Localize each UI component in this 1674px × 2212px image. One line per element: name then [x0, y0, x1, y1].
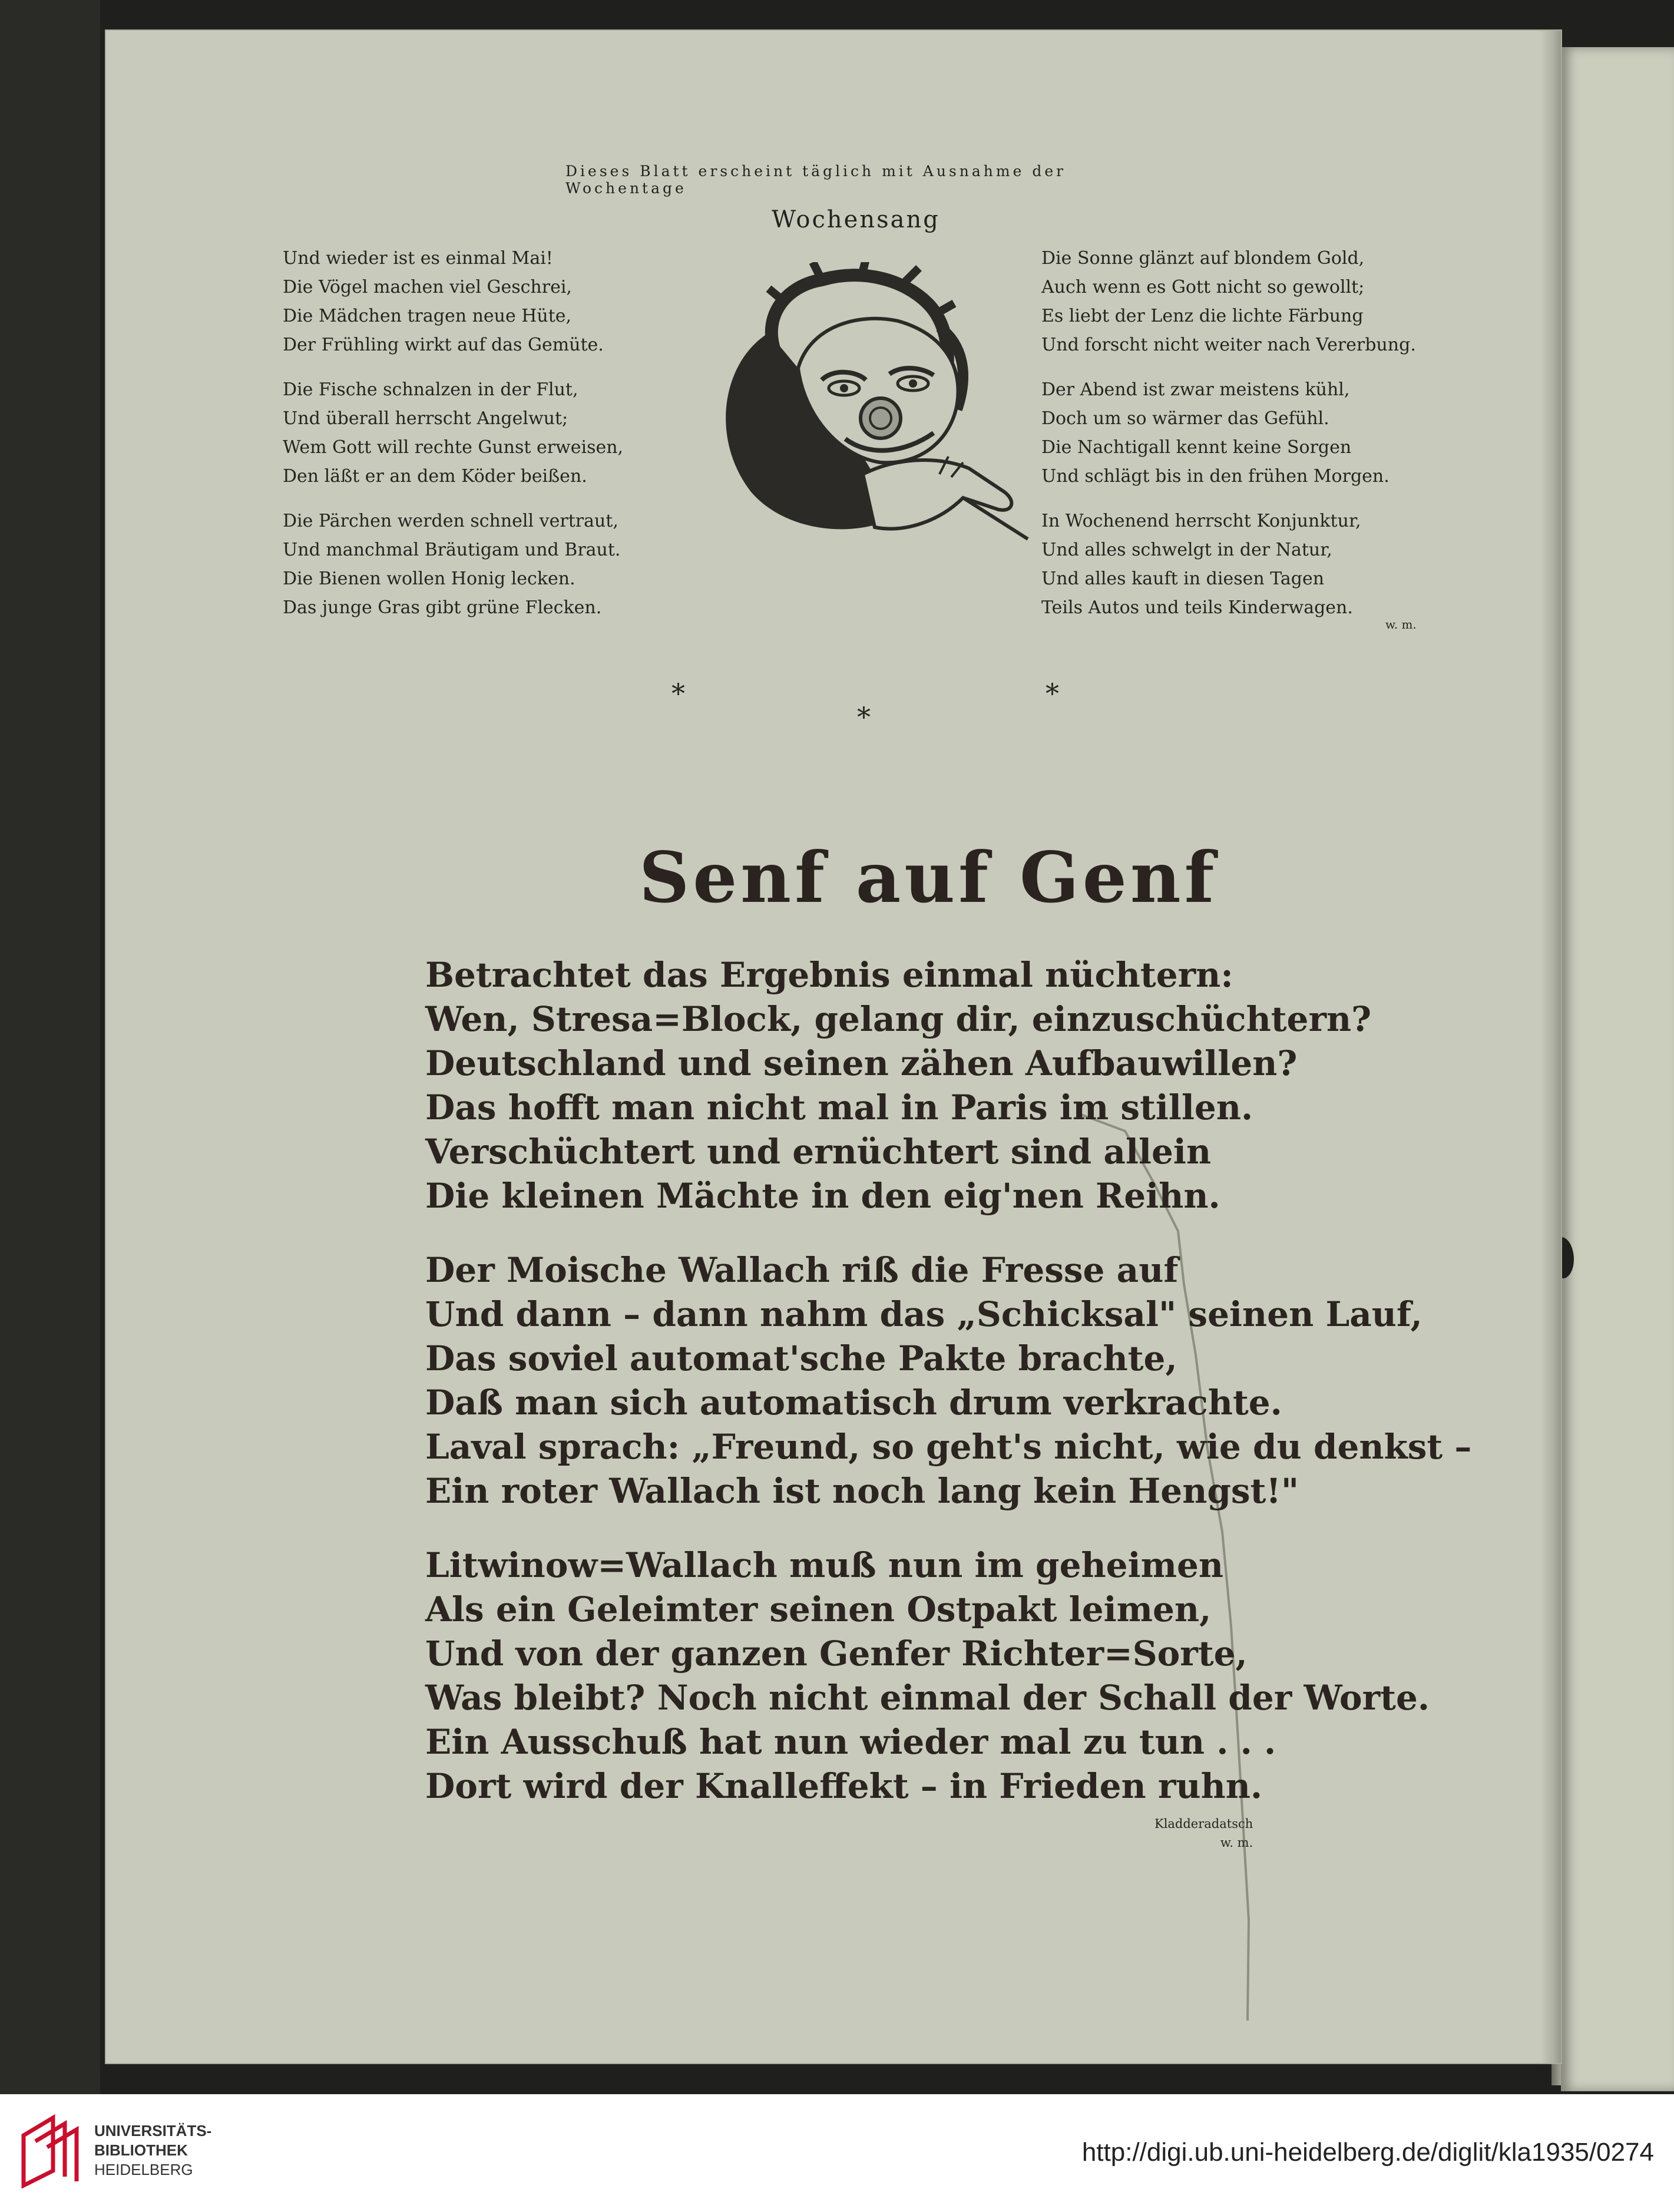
- verse-line: Daß man sich automatisch drum verkrachte.: [425, 1383, 1282, 1423]
- stanza: [425, 953, 1471, 1218]
- verse-line: Als ein Geleimter seinen Ostpakt leimen,: [425, 1589, 1212, 1629]
- verse-line: Die Nachtigall kennt keine Sorgen: [1041, 437, 1352, 458]
- verse-line: Und forscht nicht weiter nach Vererbung.: [1041, 335, 1416, 355]
- verse-line: Und wieder ist es einmal Mai!: [283, 248, 553, 269]
- verse-line: In Wochenend herrscht Konjunktur,: [1041, 511, 1361, 531]
- verse-line: Die kleinen Mächte in den eig'nen Reihn.: [425, 1176, 1220, 1216]
- verse-line: Die Pärchen werden schnell vertraut,: [283, 511, 618, 531]
- main-poem-attribution: [1154, 1814, 1253, 1852]
- small-poem-right-column: [1041, 244, 1416, 638]
- verse-line: Das hofft man nicht mal in Paris im stillen.: [425, 1087, 1253, 1128]
- library-name-line: HEIDELBERG: [94, 2161, 193, 2178]
- source-credit: Kladderadatsch: [1154, 1817, 1253, 1831]
- library-name-line: BIBLIOTHEK: [94, 2141, 188, 2159]
- small-poem-title: Wochensang: [772, 206, 940, 233]
- verse-line: Und von der ganzen Genfer Richter=Sorte,: [425, 1634, 1248, 1674]
- separator-star: *: [1046, 677, 1059, 709]
- verse-line: Ein Ausschuß hat nun wieder mal zu tun . . .: [425, 1722, 1276, 1762]
- verse-line: Den läßt er an dem Köder beißen.: [283, 466, 587, 487]
- verse-line: Und überall herrscht Angelwut;: [283, 408, 568, 429]
- verse-line: Die Bienen wollen Honig lecken.: [283, 568, 575, 589]
- verse-line: Litwinow=Wallach muß nun im geheimen: [425, 1545, 1224, 1585]
- stanza: [283, 507, 623, 622]
- verse-line: Es liebt der Lenz die lichte Färbung: [1041, 306, 1364, 326]
- verse-line: Wem Gott will rechte Gunst erweisen,: [283, 437, 624, 458]
- stanza: [1041, 244, 1416, 359]
- verse-line: Der Moische Wallach riß die Fresse auf: [425, 1250, 1179, 1290]
- small-poem-left-column: [283, 244, 623, 638]
- stanza: [283, 375, 623, 491]
- library-footer: [0, 2094, 1674, 2212]
- verse-line: Und dann – dann nahm das „Schicksal" seinen Lauf,: [425, 1294, 1422, 1334]
- stanza: [425, 1543, 1471, 1808]
- verse-line: Was bleibt? Noch nicht einmal der Schall der Worte.: [425, 1678, 1430, 1718]
- library-name-line: UNIVERSITÄTS-: [94, 2122, 212, 2140]
- verse-line: Der Frühling wirkt auf das Gemüte.: [283, 335, 604, 355]
- stanza: [1041, 507, 1416, 622]
- verse-line: Deutschland und seinen zähen Aufbauwillen?: [425, 1043, 1298, 1083]
- caricature-illustration: [686, 262, 1034, 563]
- verse-line: Betrachtet das Ergebnis einmal nüchtern:: [425, 955, 1233, 995]
- verse-line: Teils Autos und teils Kinderwagen.: [1041, 597, 1353, 618]
- verse-line: Die Fische schnalzen in der Flut,: [283, 379, 578, 400]
- separator-star: *: [857, 701, 871, 733]
- verse-line: Auch wenn es Gott nicht so gewollt;: [1041, 277, 1365, 297]
- verse-line: Dort wird der Knalleffekt – in Frieden ruhn.: [425, 1766, 1263, 1806]
- stanza: [1041, 375, 1416, 491]
- main-poem-body: [425, 953, 1471, 1839]
- verse-line: Und manchmal Bräutigam und Braut.: [283, 540, 621, 560]
- verse-line: Und alles kauft in diesen Tagen: [1041, 568, 1325, 589]
- verse-line: Das soviel automat'sche Pakte brachte,: [425, 1338, 1177, 1378]
- verse-line: Wen, Stresa=Block, gelang dir, einzuschüchtern?: [425, 999, 1372, 1039]
- verse-line: Das junge Gras gibt grüne Flecken.: [283, 597, 602, 618]
- author-initials: w. m.: [1220, 1836, 1253, 1850]
- masthead-tagline: Dieses Blatt erscheint täglich mit Ausnahme der Wochentage: [565, 163, 1067, 197]
- library-name: [94, 2121, 211, 2180]
- small-poem-signature: w. m.: [1385, 617, 1417, 631]
- verse-line: Der Abend ist zwar meistens kühl,: [1041, 379, 1350, 400]
- verse-line: Und schlägt bis in den frühen Morgen.: [1041, 466, 1390, 487]
- verse-line: Die Sonne glänzt auf blondem Gold,: [1041, 248, 1365, 269]
- verse-line: Doch um so wärmer das Gefühl.: [1041, 408, 1329, 429]
- verse-line: Laval sprach: „Freund, so geht's nicht, wie du denkst –: [425, 1427, 1472, 1467]
- verse-line: Die Mädchen tragen neue Hüte,: [283, 306, 572, 326]
- separator-star: *: [671, 677, 685, 709]
- verse-line: Und alles schwelgt in der Natur,: [1041, 540, 1332, 560]
- main-poem-title: Senf auf Genf: [639, 836, 1218, 918]
- stanza: [283, 244, 623, 359]
- verse-line: Verschüchtert und ernüchtert sind allein: [425, 1132, 1212, 1172]
- verse-line: Ein roter Wallach ist noch lang kein Hengst!": [425, 1471, 1299, 1511]
- verse-line: Die Vögel machen viel Geschrei,: [283, 277, 572, 297]
- permalink-url[interactable]: http://digi.ub.uni-heidelberg.de/diglit/kla1935/0274: [1081, 2138, 1654, 2167]
- library-logo-icon: [18, 2112, 81, 2188]
- stanza: [425, 1248, 1471, 1513]
